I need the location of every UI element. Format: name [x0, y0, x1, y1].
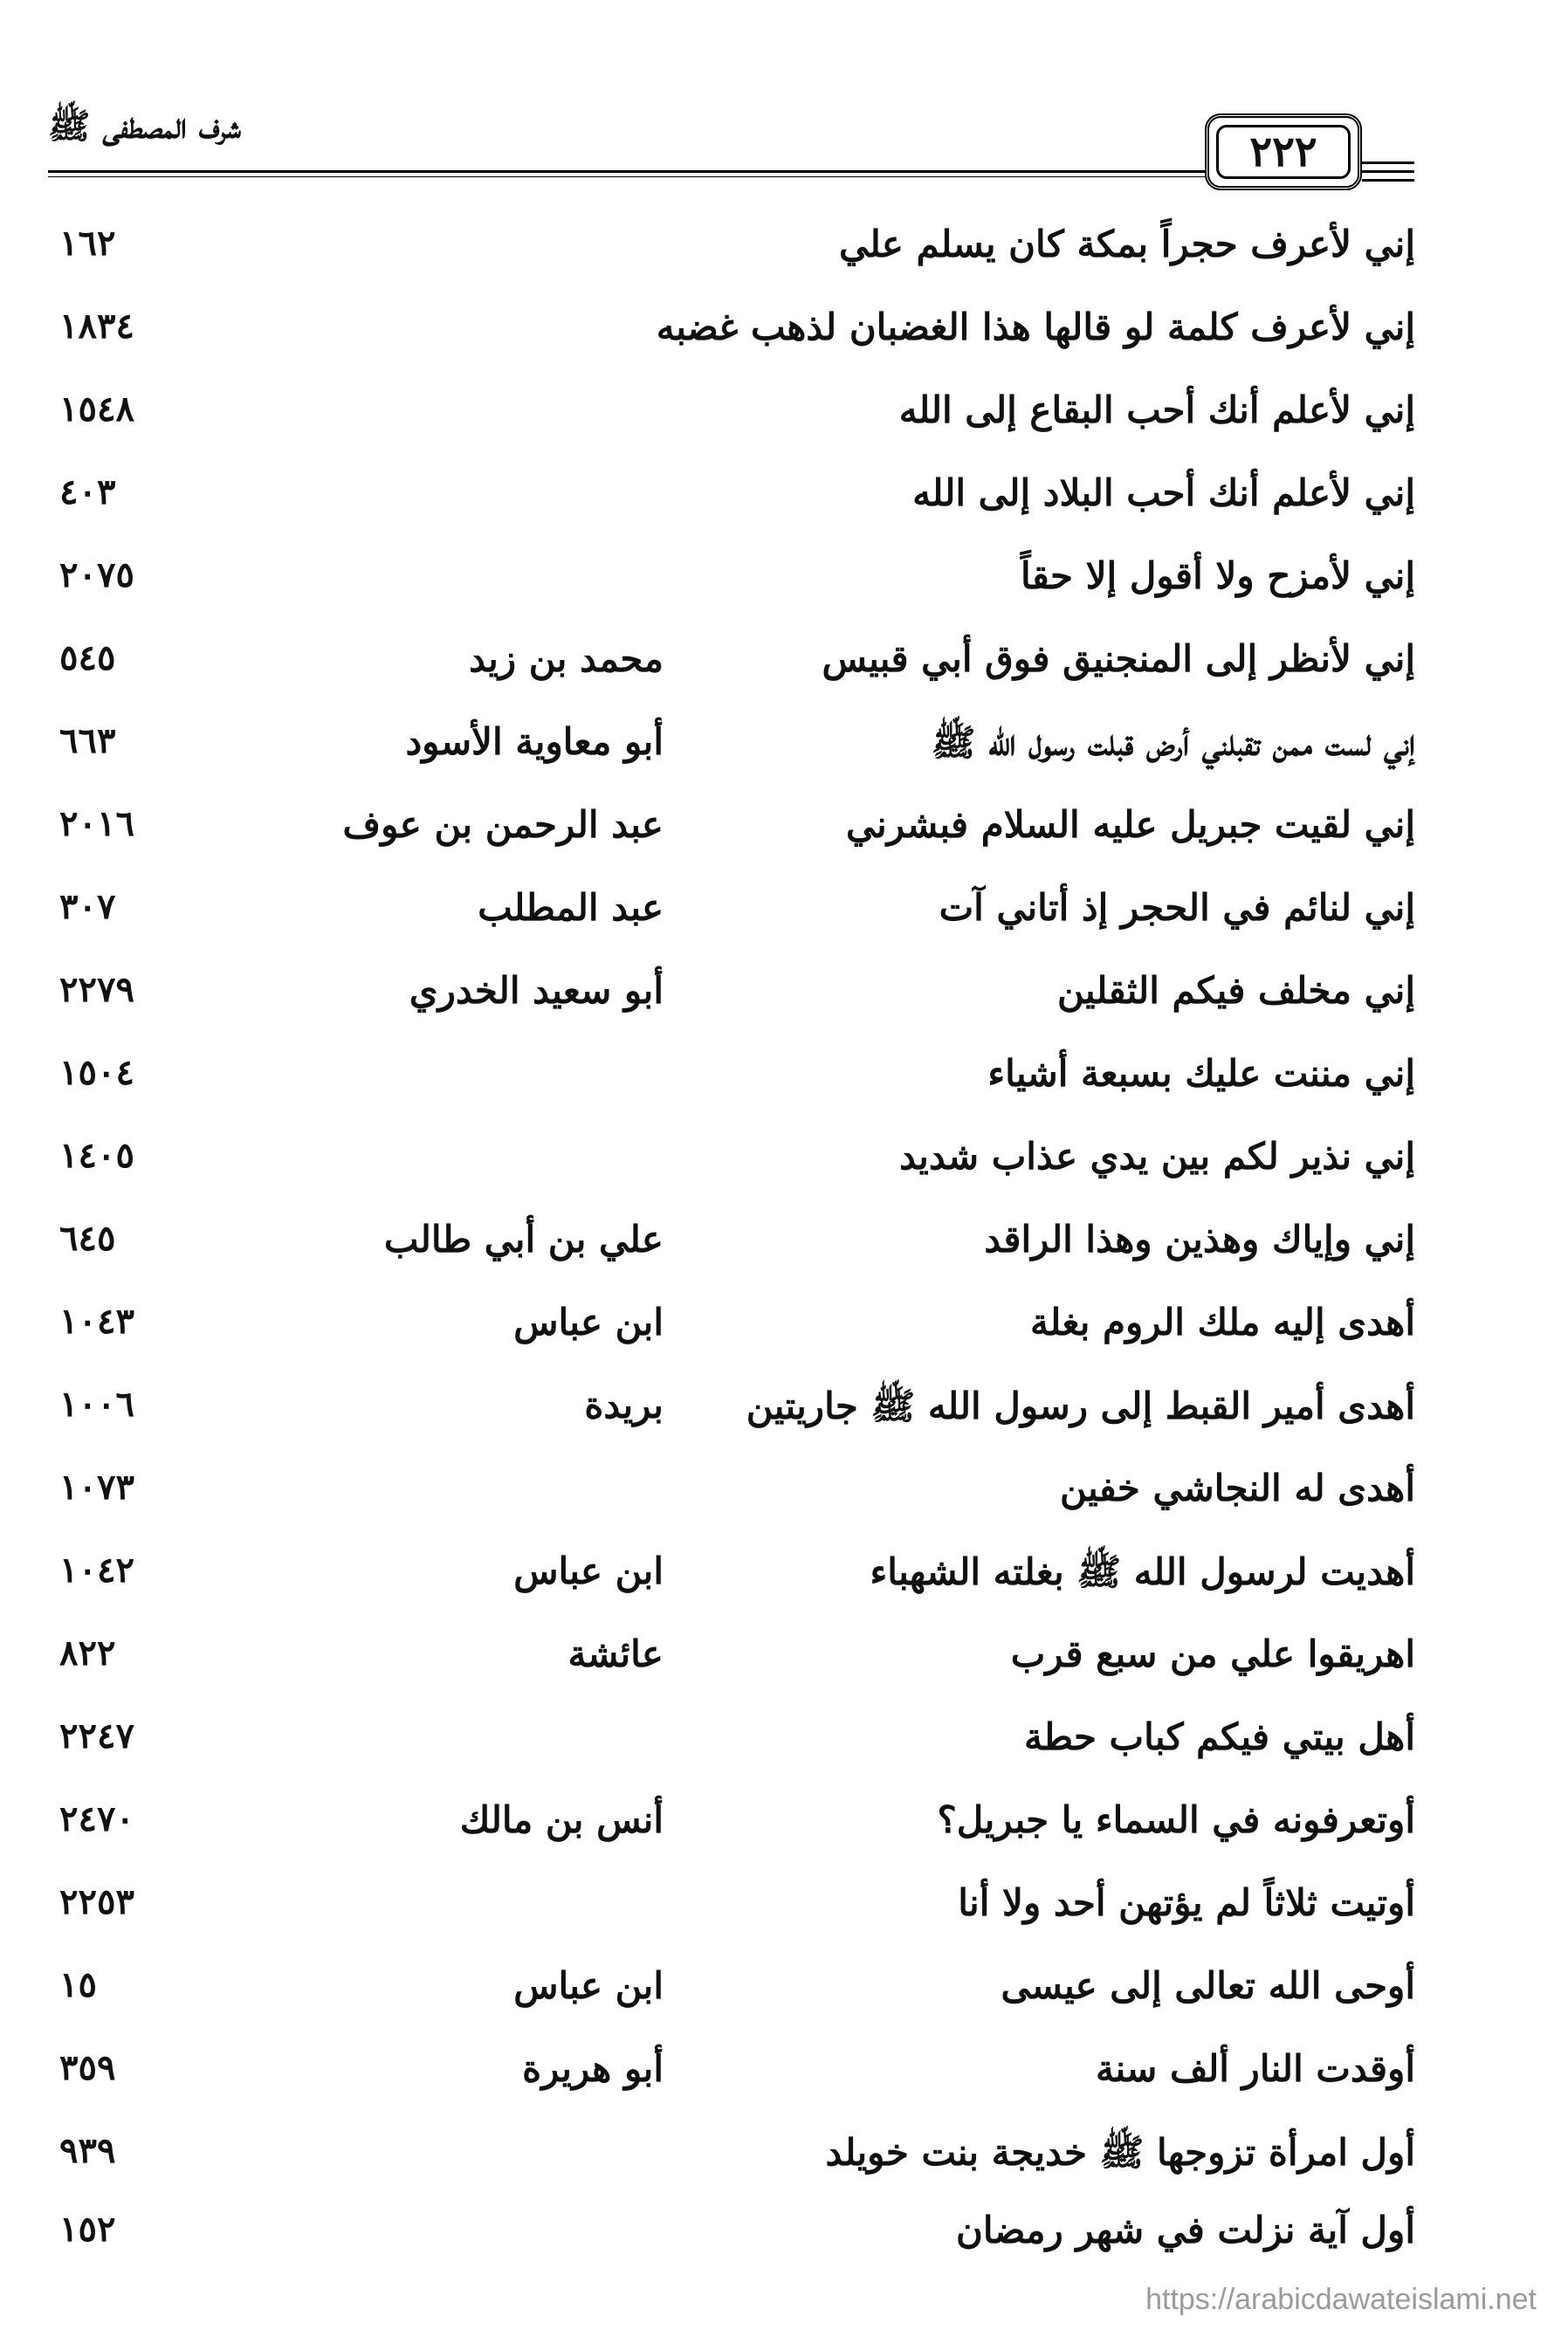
hadith-number: ٣٥٩ [59, 2047, 116, 2088]
hadith-text: إني لنائم في الحجر إذ أتاني آت [939, 886, 1415, 929]
index-entry [0, 1218, 1568, 1296]
hadith-text: أوقدت النار ألف سنة [1095, 2047, 1415, 2090]
index-entry [0, 803, 1568, 882]
hadith-text: أوتيت ثلاثاً لم يؤتهن أحد ولا أنا [958, 1881, 1415, 1924]
hadith-number: ٢٠١٦ [59, 803, 134, 844]
narrator: ابن عباس [513, 1964, 664, 2007]
hadith-number: ١٥٤٨ [59, 388, 134, 430]
index-entry [0, 1550, 1568, 1628]
hadith-number: ٢٢٧٩ [59, 969, 134, 1010]
hadith-number: ١٦٢ [59, 223, 116, 264]
index-entry [0, 223, 1568, 301]
index-entry [0, 388, 1568, 467]
hadith-text: أهدى إليه ملك الروم بغلة [1030, 1301, 1415, 1344]
index-entry [0, 1135, 1568, 1213]
narrator: عبد الرحمن بن عوف [342, 803, 664, 846]
hadith-number: ١٠٤٣ [59, 1301, 134, 1342]
hadith-number: ٦٤٥ [59, 1218, 116, 1259]
hadith-number: ١٠٧٣ [59, 1467, 134, 1508]
header-rule-right [1362, 162, 1414, 164]
index-entry [0, 1384, 1568, 1462]
index-entry [0, 471, 1568, 550]
header-rule [48, 170, 1205, 177]
page-number-frame [1205, 113, 1362, 190]
index-entry [0, 306, 1568, 384]
narrator: ابن عباس [513, 1301, 664, 1344]
hadith-number: ١٠٤٢ [59, 1550, 134, 1591]
hadith-number: ٢٢٤٧ [59, 1715, 134, 1756]
hadith-number: ١٤٠٥ [59, 1135, 134, 1176]
hadith-text: إني لأنظر إلى المنجنيق فوق أبي قبيس [822, 637, 1415, 680]
index-entry [0, 1881, 1568, 1960]
header-rule-right [1362, 179, 1414, 182]
narrator: عائشة [567, 1632, 664, 1675]
hadith-number: ٨٢٢ [59, 1632, 116, 1674]
index-entry [0, 1964, 1568, 2043]
index-entry [0, 1715, 1568, 1794]
index-entry [0, 1052, 1568, 1131]
index-entry [0, 886, 1568, 965]
page-number: ٢٢٢ [1249, 127, 1317, 176]
hadith-text: إني لأمزح ولا أقول إلا حقاً [1020, 554, 1415, 597]
hadith-text: إني لست ممن تقبلني أرض قبلت رسول الله ﷺ [931, 721, 1415, 764]
index-entry [0, 637, 1568, 716]
narrator: علي بن أبي طالب [383, 1218, 664, 1261]
hadith-text: أوتعرفونه في السماء يا جبريل؟ [937, 1798, 1415, 1841]
hadith-text: أول آية نزلت في شهر رمضان [955, 2209, 1415, 2251]
header-rule-right [1362, 170, 1414, 173]
index-entry [0, 2047, 1568, 2126]
watermark-url: https://arabicdawateislami.net [1145, 2283, 1537, 2316]
index-entry [0, 1301, 1568, 1379]
hadith-number: ٢٢٥٣ [59, 1881, 134, 1922]
index-entry [0, 2130, 1568, 2209]
hadith-number: ١٥ [59, 1964, 97, 2005]
hadith-text: إني نذير لكم بين يدي عذاب شديد [899, 1135, 1415, 1178]
hadith-text: إني لأعلم أنك أحب البقاع إلى الله [898, 388, 1415, 431]
hadith-number: ١٥٢ [59, 2209, 116, 2250]
hadith-text: أهديت لرسول الله ﷺ بغلته الشهباء [870, 1550, 1415, 1593]
hadith-number: ١٠٠٦ [59, 1384, 134, 1425]
hadith-text: إني لقيت جبريل عليه السلام فبشرني [846, 803, 1415, 846]
index-entry [0, 1632, 1568, 1711]
hadith-text: أهدى أمير القبط إلى رسول الله ﷺ جاريتين [746, 1385, 1415, 1427]
hadith-text: إني لأعلم أنك أحب البلاد إلى الله [912, 471, 1415, 514]
hadith-number: ١٥٠٤ [59, 1052, 134, 1093]
narrator: بريدة [584, 1384, 664, 1426]
hadith-text: أهل بيتي فيكم كباب حطة [1024, 1715, 1415, 1758]
hadith-text: إني لأعرف كلمة لو قالها هذا الغضبان لذهب غضبه [656, 306, 1415, 348]
narrator: أبو سعيد الخدري [409, 969, 664, 1012]
hadith-number: ٩٣٩ [59, 2130, 116, 2171]
index-entry [0, 1467, 1568, 1545]
hadith-number: ٦٦٣ [59, 720, 116, 761]
index-entry [0, 554, 1568, 633]
index-entry [0, 1798, 1568, 1877]
book-title: شرف المصطفى ﷺ [48, 106, 241, 147]
narrator: أنس بن مالك [459, 1798, 664, 1841]
narrator: أبو هريرة [522, 2047, 664, 2090]
hadith-text: إني مخلف فيكم الثقلين [1056, 969, 1415, 1012]
hadith-text: إني مننت عليك بسبعة أشياء [987, 1052, 1415, 1095]
narrator: أبو معاوية الأسود [405, 720, 664, 763]
page-header [0, 0, 1568, 218]
hadith-number: ٢٠٧٥ [59, 554, 134, 595]
hadith-number: ١٨٣٤ [59, 306, 134, 347]
hadith-text: إني لأعرف حجراً بمكة كان يسلم علي [838, 223, 1415, 265]
index-entry [0, 2209, 1568, 2287]
narrator: محمد بن زيد [469, 637, 664, 680]
hadith-text: أوحى الله تعالى إلى عيسى [1001, 1964, 1415, 2007]
hadith-number: ٥٤٥ [59, 637, 116, 678]
hadith-text: اهريقوا علي من سبع قرب [1010, 1632, 1415, 1675]
index-entry [0, 720, 1568, 799]
index-entry [0, 969, 1568, 1048]
narrator: عبد المطلب [478, 886, 664, 929]
hadith-number: ٣٠٧ [59, 886, 116, 927]
hadith-number: ٢٤٧٠ [59, 1798, 134, 1839]
hadith-text: أهدى له النجاشي خفين [1059, 1467, 1415, 1509]
hadith-text: أول امرأة تزوجها ﷺ خديجة بنت خويلد [825, 2131, 1415, 2174]
hadith-number: ٤٠٣ [59, 471, 116, 512]
narrator: ابن عباس [513, 1550, 664, 1592]
hadith-text: إني وإياك وهذين وهذا الراقد [984, 1218, 1415, 1261]
